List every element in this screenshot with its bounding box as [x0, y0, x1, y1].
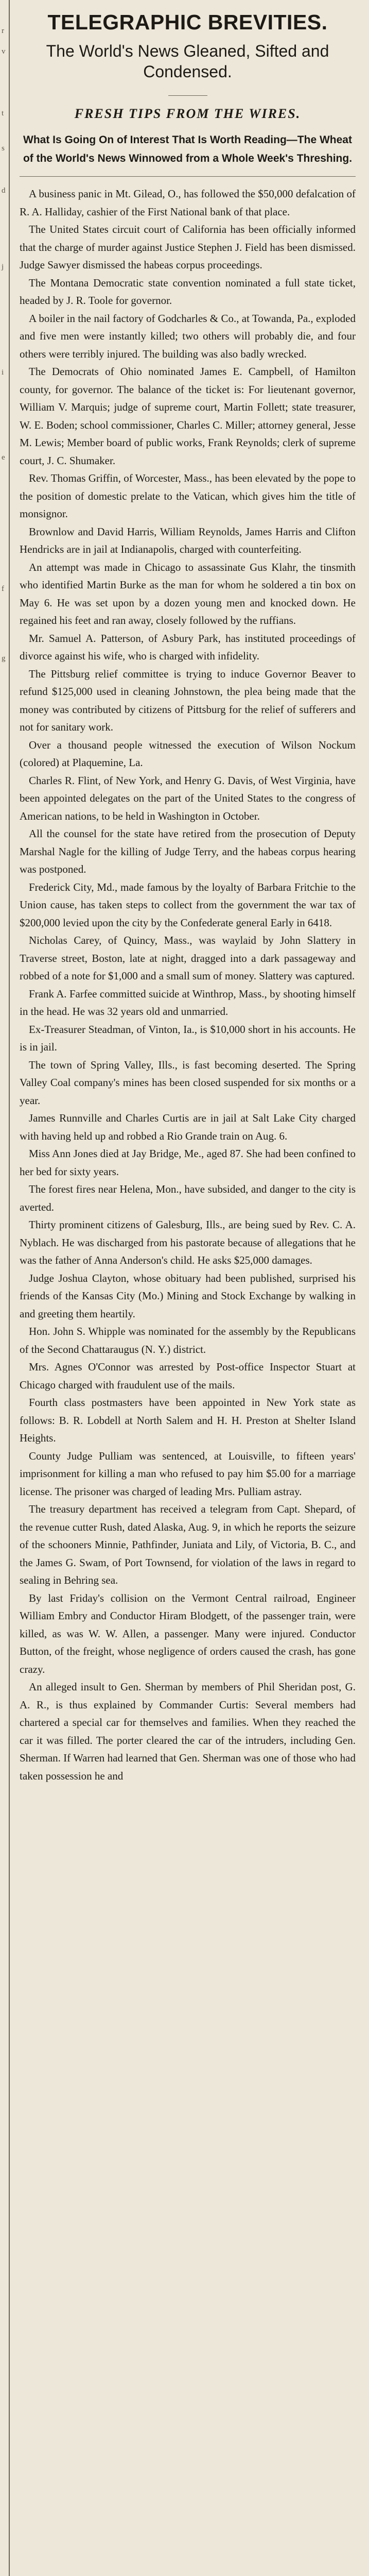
news-paragraph: Thirty prominent citizens of Galesburg, Ills., are being sued by Rev. C. A. Nyblach. He was discharged from his pastorate because of allegations that he was the father of Anna Anderson's child. He asks $25,000 damages. — [20, 1218, 356, 1266]
news-paragraph: Charles R. Flint, of New York, and Henry G. Davis, of West Virginia, have been appointed delegates on the part of the United States to the congress of American nations, to be held in Washington in October. — [20, 774, 356, 822]
gutter-mark: g — [2, 654, 6, 663]
news-paragraph: By last Friday's collision on the Vermont Central railroad, Engineer William Embry and Conductor Hiram Blodgett, of the passenger train, were killed, as was W. W. Allen, a passenger. Many were injured. Conductor Button, of the freight, whose negligence of orders caused the crash, has gone crazy. — [20, 1591, 356, 1675]
news-paragraph: Mr. Samuel A. Patterson, of Asbury Park, has instituted proceedings of divorce against his wife, who is charged with infidelity. — [20, 632, 356, 662]
news-paragraph: Fourth class postmasters have been appointed in New York state as follows: B. R. Lobdell at North Salem and H. H. Preston at Shelter Island Heights. — [20, 1396, 356, 1444]
news-paragraph: The United States circuit court of California has been officially informed that the charge of murder against Justice Stephen J. Field has been dismissed. Judge Sawyer dismissed the habeas corpus proceedings. — [20, 223, 356, 271]
news-paragraph: The treasury department has received a telegram from Capt. Shepard, of the revenue cutter Rush, dated Alaska, Aug. 9, in which he reports the seizure of the schooners Minnie, Pathfinder, Juniata and Lily, of Victoria, B. C., and the James G. Swam, of Port Townsend, for violation of the laws in regard to sealing in Behring sea. — [20, 1503, 356, 1586]
news-paragraph: Judge Joshua Clayton, whose obituary had been published, surprised his friends of the Kansas City (Mo.) Mining and Stock Exchange by walking in and greeting them heartily. — [20, 1272, 356, 1320]
section-heading: FRESH TIPS FROM THE WIRES. — [74, 106, 301, 121]
news-paragraph: Hon. John S. Whipple was nominated for the assembly by the Republicans of the Second Chattaraugus (N. Y.) district. — [20, 1325, 356, 1355]
news-paragraph: Miss Ann Jones died at Jay Bridge, Me., aged 87. She had been confined to her bed for sixty years. — [20, 1147, 356, 1178]
news-paragraph: Ex-Treasurer Steadman, of Vinton, Ia., is $10,000 short in his accounts. He is in jail. — [20, 1023, 356, 1053]
deck-divider — [20, 176, 356, 177]
news-paragraph: Mrs. Agnes O'Connor was arrested by Post-office Inspector Stuart at Chicago charged with fraudulent use of the mails. — [20, 1361, 356, 1391]
news-paragraph: Over a thousand people witnessed the execution of Wilson Nockum (colored) at Plaquemine, La. — [20, 738, 356, 769]
news-paragraph: A business panic in Mt. Gilead, O., has followed the $50,000 defalcation of R. A. Halliday, cashier of the First National bank of that place. — [20, 188, 356, 218]
gutter-mark: s — [2, 144, 5, 152]
article-body — [20, 185, 356, 1785]
news-paragraph: The Pittsburg relief committee is trying to induce Governor Beaver to refund $125,000 used in cleaning Johnstown, the plea being made that the money was contributed by citizens of Pittsburg for the relief of sufferers and not for sanitary work. — [20, 667, 356, 733]
news-paragraph: The forest fires near Helena, Mon., have subsided, and danger to the city is averted. — [20, 1183, 356, 1213]
news-paragraph: An alleged insult to Gen. Sherman by members of Phil Sheridan post, G. A. R., is thus explained by Commander Curtis: Several members had chartered a special car for themselves and families. When they reached the car it was filled. The porter cleared the car of the intruders, including Gen. Sherman. If Warren had learned that Gen. Sherman was one of those who had taken possession he and — [20, 1681, 356, 1782]
column-rule — [9, 0, 10, 2576]
news-paragraph: County Judge Pulliam was sentenced, at Louisville, to fifteen years' imprisonment for killing a man who refused to pay him $5.00 for a marriage license. The prisoner was charged of leading Mrs. Pulliam astray. — [20, 1449, 356, 1498]
page-gutter — [0, 0, 8, 2576]
news-paragraph: Rev. Thomas Griffin, of Worcester, Mass., has been elevated by the pope to the position of domestic prelate to the Vatican, which gives him the title of monsignor. — [20, 472, 356, 520]
gutter-mark: f — [2, 585, 4, 593]
news-paragraph: An attempt was made in Chicago to assassinate Gus Klahr, the tinsmith who identified Martin Burke as the man for whom he soldered a tin box on May 6. He was set upon by a dozen young men and knocked down. He regained his feet and ran away, closely followed by the ruffians. — [20, 561, 356, 626]
news-paragraph: All the counsel for the state have retired from the prosecution of Deputy Marshal Nagle for the killing of Judge Terry, and the habeas corpus hearing was postponed. — [20, 827, 356, 875]
news-paragraph: Frederick City, Md., made famous by the loyalty of Barbara Fritchie to the Union cause, has taken steps to collect from the government the war tax of $200,000 levied upon the city by the Confederate general Early in 6418. — [20, 880, 356, 929]
article-deck: What Is Going On of Interest That Is Worth Reading—The Wheat of the World's News Winnowed from a Whole Week's Threshing. — [23, 134, 353, 164]
gutter-mark: r — [2, 27, 4, 35]
page-subtitle: The World's News Gleaned, Sifted and Condensed. — [46, 42, 329, 81]
news-paragraph: James Runnville and Charles Curtis are in jail at Salt Lake City charged with having held up and robbed a Rio Grande train on Aug. 6. — [20, 1112, 356, 1142]
news-paragraph: The Montana Democratic state convention nominated a full state ticket, headed by J. R. Toole for governor. — [20, 276, 356, 307]
gutter-mark: v — [2, 47, 6, 56]
page-title: TELEGRAPHIC BREVITIES. — [47, 10, 328, 34]
gutter-mark: e — [2, 453, 5, 462]
news-paragraph: A boiler in the nail factory of Godcharles & Co., at Towanda, Pa., exploded and five men were instantly killed; two others will probably die, and four others were terribly injured. The building was also badly wrecked. — [20, 312, 356, 360]
section-divider — [168, 95, 207, 96]
gutter-mark: j — [2, 263, 4, 271]
news-paragraph: Frank A. Farfee committed suicide at Winthrop, Mass., by shooting himself in the head. He was 32 years old and unmarried. — [20, 987, 356, 1018]
news-paragraph: The Democrats of Ohio nominated James E. Campbell, of Hamilton county, for governor. The balance of the ticket is: For lieutenant governor, William V. Marquis; judge of supreme court, Martin Follett; state treasurer, W. E. Boden; school commissioner, Charles C. Miller; attorney general, Jesse M. Lewis; Member board of public works, Frank Reynolds; clerk of supreme court, J. C. Shumaker. — [20, 365, 356, 467]
news-paragraph: Brownlow and David Harris, William Reynolds, James Harris and Clifton Hendricks are in jail at Indianapolis, charged with counterfeiting. — [20, 525, 356, 555]
news-paragraph: Nicholas Carey, of Quincy, Mass., was waylaid by John Slattery in Traverse street, Boston, late at night, dragged into a dark passageway and robbed of a note for $1,000 and a small sum of money. Slattery was captured. — [20, 934, 356, 982]
gutter-mark: i — [2, 368, 4, 377]
news-paragraph: The town of Spring Valley, Ills., is fast becoming deserted. The Spring Valley Coal company's mines has been closed suspended for six months or a year. — [20, 1058, 356, 1107]
gutter-mark: t — [2, 109, 4, 117]
gutter-mark: d — [2, 187, 6, 195]
